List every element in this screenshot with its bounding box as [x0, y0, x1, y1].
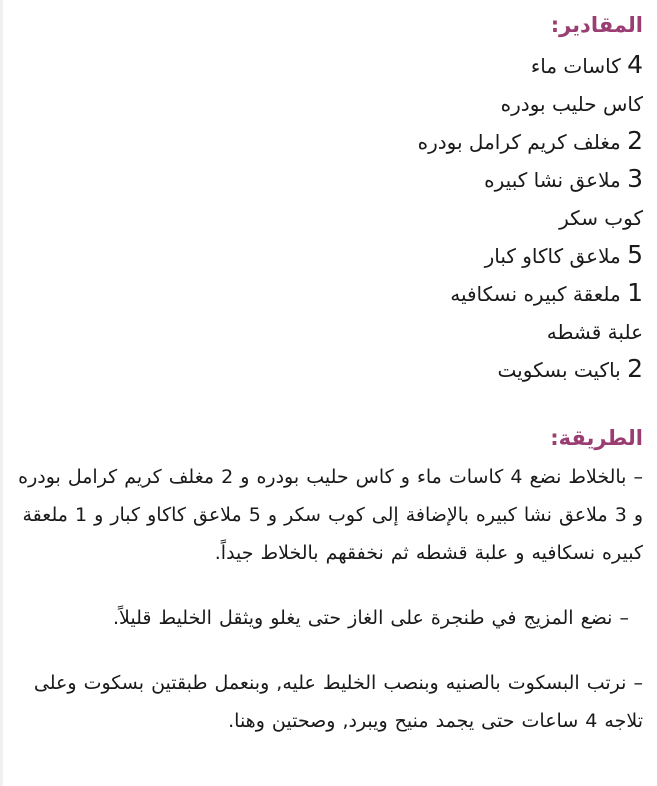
- method-step: [15, 664, 643, 740]
- ingredient-item: [418, 312, 643, 350]
- method-step-text: – بالخلاط نضع 4 كاسات ماء و كاس حليب بودره و 2 مغلف كريم كرامل بودره و 3 ملاعق نشا كبيره بالإضافة إلى كوب سكر و 5 ملاعق كاكاو كبار و 1 ملعقة كبيره نسكافيه و علبة قشطه ثم نخفقهم بالخلاط جيداً.: [18, 466, 643, 564]
- ingredient-text: مغلف كريم كرامل بودره: [417, 130, 621, 154]
- ingredient-text: كوب سكر: [559, 206, 643, 230]
- ingredient-item: [418, 46, 643, 84]
- ingredient-text: ملاعق كاكاو كبار: [484, 244, 621, 268]
- ingredient-quantity: 2: [627, 354, 643, 383]
- ingredient-text: باكيت بسكويت: [497, 358, 621, 382]
- ingredient-text: علبة قشطه: [546, 320, 643, 344]
- method-step: [11, 599, 643, 637]
- method-step-text: – نضع المزيج في طنجرة على الغاز حتى يغلو ويثقل الخليط قليلاً.: [113, 607, 629, 629]
- ingredients-heading: المقادير:: [550, 13, 643, 37]
- ingredient-text: كاسات ماء: [530, 54, 621, 78]
- ingredient-text: ملاعق نشا كبيره: [484, 168, 621, 192]
- ingredient-text: ملعقة كبيره نسكافيه: [450, 282, 621, 306]
- ingredient-item: [418, 236, 643, 274]
- page-edge-divider: [0, 0, 3, 786]
- ingredient-quantity: 3: [627, 164, 643, 193]
- ingredient-quantity: 5: [627, 240, 643, 269]
- ingredient-quantity: 4: [627, 50, 643, 79]
- method-step: [11, 458, 643, 572]
- ingredients-list: [418, 46, 643, 388]
- ingredient-item: [418, 274, 643, 312]
- ingredient-item: [418, 122, 643, 160]
- ingredient-item: [418, 84, 643, 122]
- ingredient-item: [418, 160, 643, 198]
- ingredient-quantity: 2: [627, 126, 643, 155]
- method-steps: [11, 458, 643, 740]
- ingredient-quantity: 1: [627, 278, 643, 307]
- ingredient-item: [418, 350, 643, 388]
- method-step-text: – نرتب البسكوت بالصنيه وبنصب الخليط عليه, وبنعمل طبقتين بسكوت وعلى تلاجه 4 ساعات حتى يجمد منيح ويبرد, وصحتين وهنا.: [33, 672, 643, 732]
- method-heading: الطريقة:: [550, 426, 643, 450]
- ingredient-text: كاس حليب بودره: [500, 92, 643, 116]
- ingredient-item: [418, 198, 643, 236]
